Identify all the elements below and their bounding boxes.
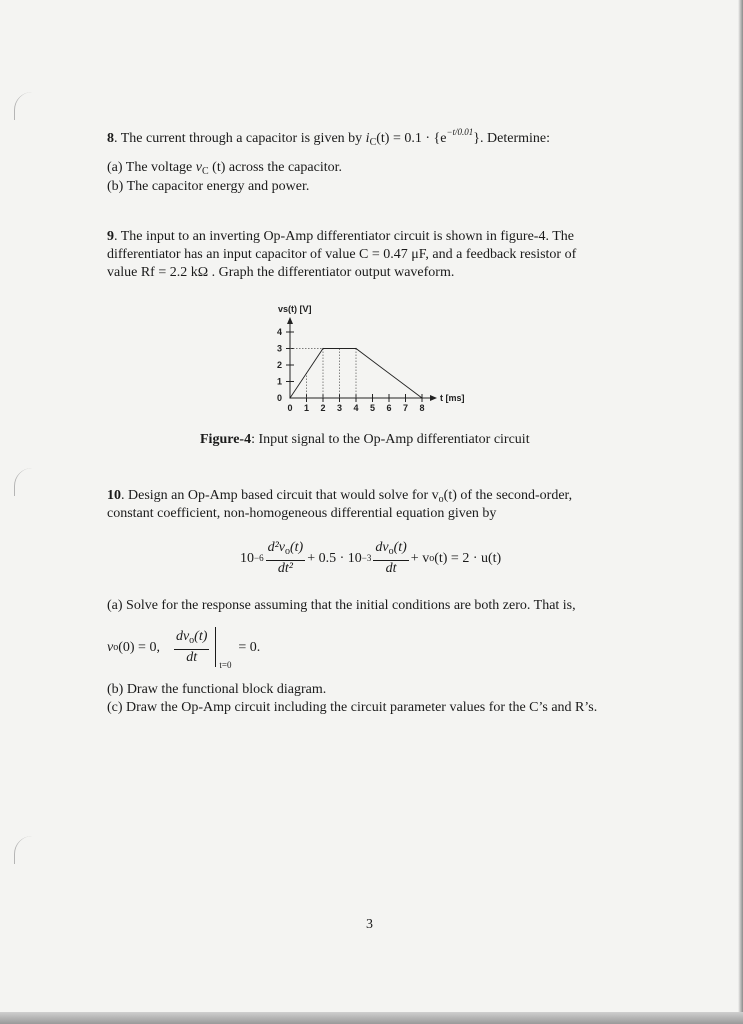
- y-tick-label: 2: [276, 360, 282, 370]
- y-tick-label: 1: [276, 376, 282, 387]
- x-tick-label: 6: [386, 403, 392, 413]
- scan-edge-shadow: [738, 0, 743, 1024]
- x-axis-label: t [ms]: [440, 393, 465, 403]
- figure4-caption-label: Figure-4: [200, 432, 252, 447]
- figure4-chart: [250, 298, 490, 424]
- q10-part-b: (b) Draw the functional block diagram.: [107, 682, 327, 697]
- first-derivative-term: $\frac{dv_o(t)}{dt}$: [375, 540, 407, 576]
- q10-line-1: 10. Design an Op-Amp based circuit that would solve for $v_o(t)$ of the second-order,: [107, 488, 573, 505]
- q9-line-3: value Rf = 2.2 kΩ . Graph the differentiator output waveform.: [107, 265, 455, 280]
- initial-conditions: v o (0) = 0, $\frac{dv_o(t)}{dt}$ t=0 = 0.: [107, 628, 261, 670]
- signal-point: [322, 348, 323, 349]
- q8-part-a: (a) The voltage $v_C$ (t) across the capacitor.: [107, 160, 342, 177]
- x-tick-label: 4: [353, 403, 359, 413]
- x-tick-label: 1: [303, 403, 310, 413]
- punch-hole-mark: [14, 92, 35, 120]
- figure4-caption-text: : Input signal to the Op-Amp differentiator circuit: [251, 432, 530, 447]
- y-tick-label: 3: [276, 343, 282, 354]
- q10-part-c: (c) Draw the Op-Amp circuit including the circuit parameter values for the C’s and R’s.: [107, 700, 598, 715]
- q10-line-2: constant coefficient, non-homogeneous differential equation given by: [107, 506, 497, 521]
- signal-point: [421, 397, 422, 398]
- x-tick-label: 7: [402, 403, 409, 413]
- y-axis-arrow: [287, 317, 293, 324]
- x-tick-label: 3: [336, 403, 343, 413]
- differential-equation: 10 −6 $\frac{d^2v_o(t)}{\text{dt²}}$ + 0.5 · 10 −3 $\frac{dv_o(t)}{dt}$ + v o (t) = 2 · u(t): [240, 540, 502, 576]
- second-derivative-term: $\frac{d^2v_o(t)}{\text{dt²}}$: [267, 540, 304, 576]
- q8-number: 8: [107, 131, 114, 146]
- q8-statement: [107, 124, 550, 151]
- q8-text: . The current through a capacitor is given by: [114, 131, 366, 146]
- q10-part-a: (a) Solve for the response assuming that the initial conditions are both zero. That is,: [107, 598, 576, 613]
- q8-part-b: (b) The capacitor energy and power.: [107, 179, 310, 194]
- y-axis-label: vs(t) [V]: [278, 304, 312, 314]
- q8-text-end: . Determine:: [480, 131, 550, 146]
- punch-hole-mark: [14, 836, 35, 864]
- y-tick-label: 0: [276, 393, 282, 403]
- x-tick-label: 5: [369, 403, 376, 413]
- signal-point: [289, 397, 290, 398]
- q9-line-1: 9. The input to an inverting Op-Amp differentiator circuit is shown in figure-4. The: [107, 229, 574, 244]
- x-axis-arrow: [430, 395, 437, 401]
- x-tick-label: 8: [419, 403, 425, 413]
- scan-bottom-edge: [0, 1012, 743, 1024]
- signal-point: [355, 348, 356, 349]
- x-tick-label: 0: [287, 403, 293, 413]
- q9-number: 9: [107, 229, 114, 244]
- punch-hole-mark: [14, 468, 35, 496]
- figure4-caption: [200, 431, 530, 448]
- page-number: 3: [366, 917, 373, 932]
- y-tick-label: 4: [276, 327, 282, 337]
- q8-current-formula: $i_C(t) = 0.1 \cdot \{e^{-t/0.01}\}$: [365, 127, 481, 148]
- ic-derivative: $\frac{dv_o(t)}{dt}$: [175, 628, 208, 665]
- x-tick-label: 2: [320, 403, 326, 413]
- q9-line-2: differentiator has an input capacitor of value C = 0.47 μF, and a feedback resistor of: [107, 247, 577, 262]
- q10-number: 10: [107, 488, 121, 503]
